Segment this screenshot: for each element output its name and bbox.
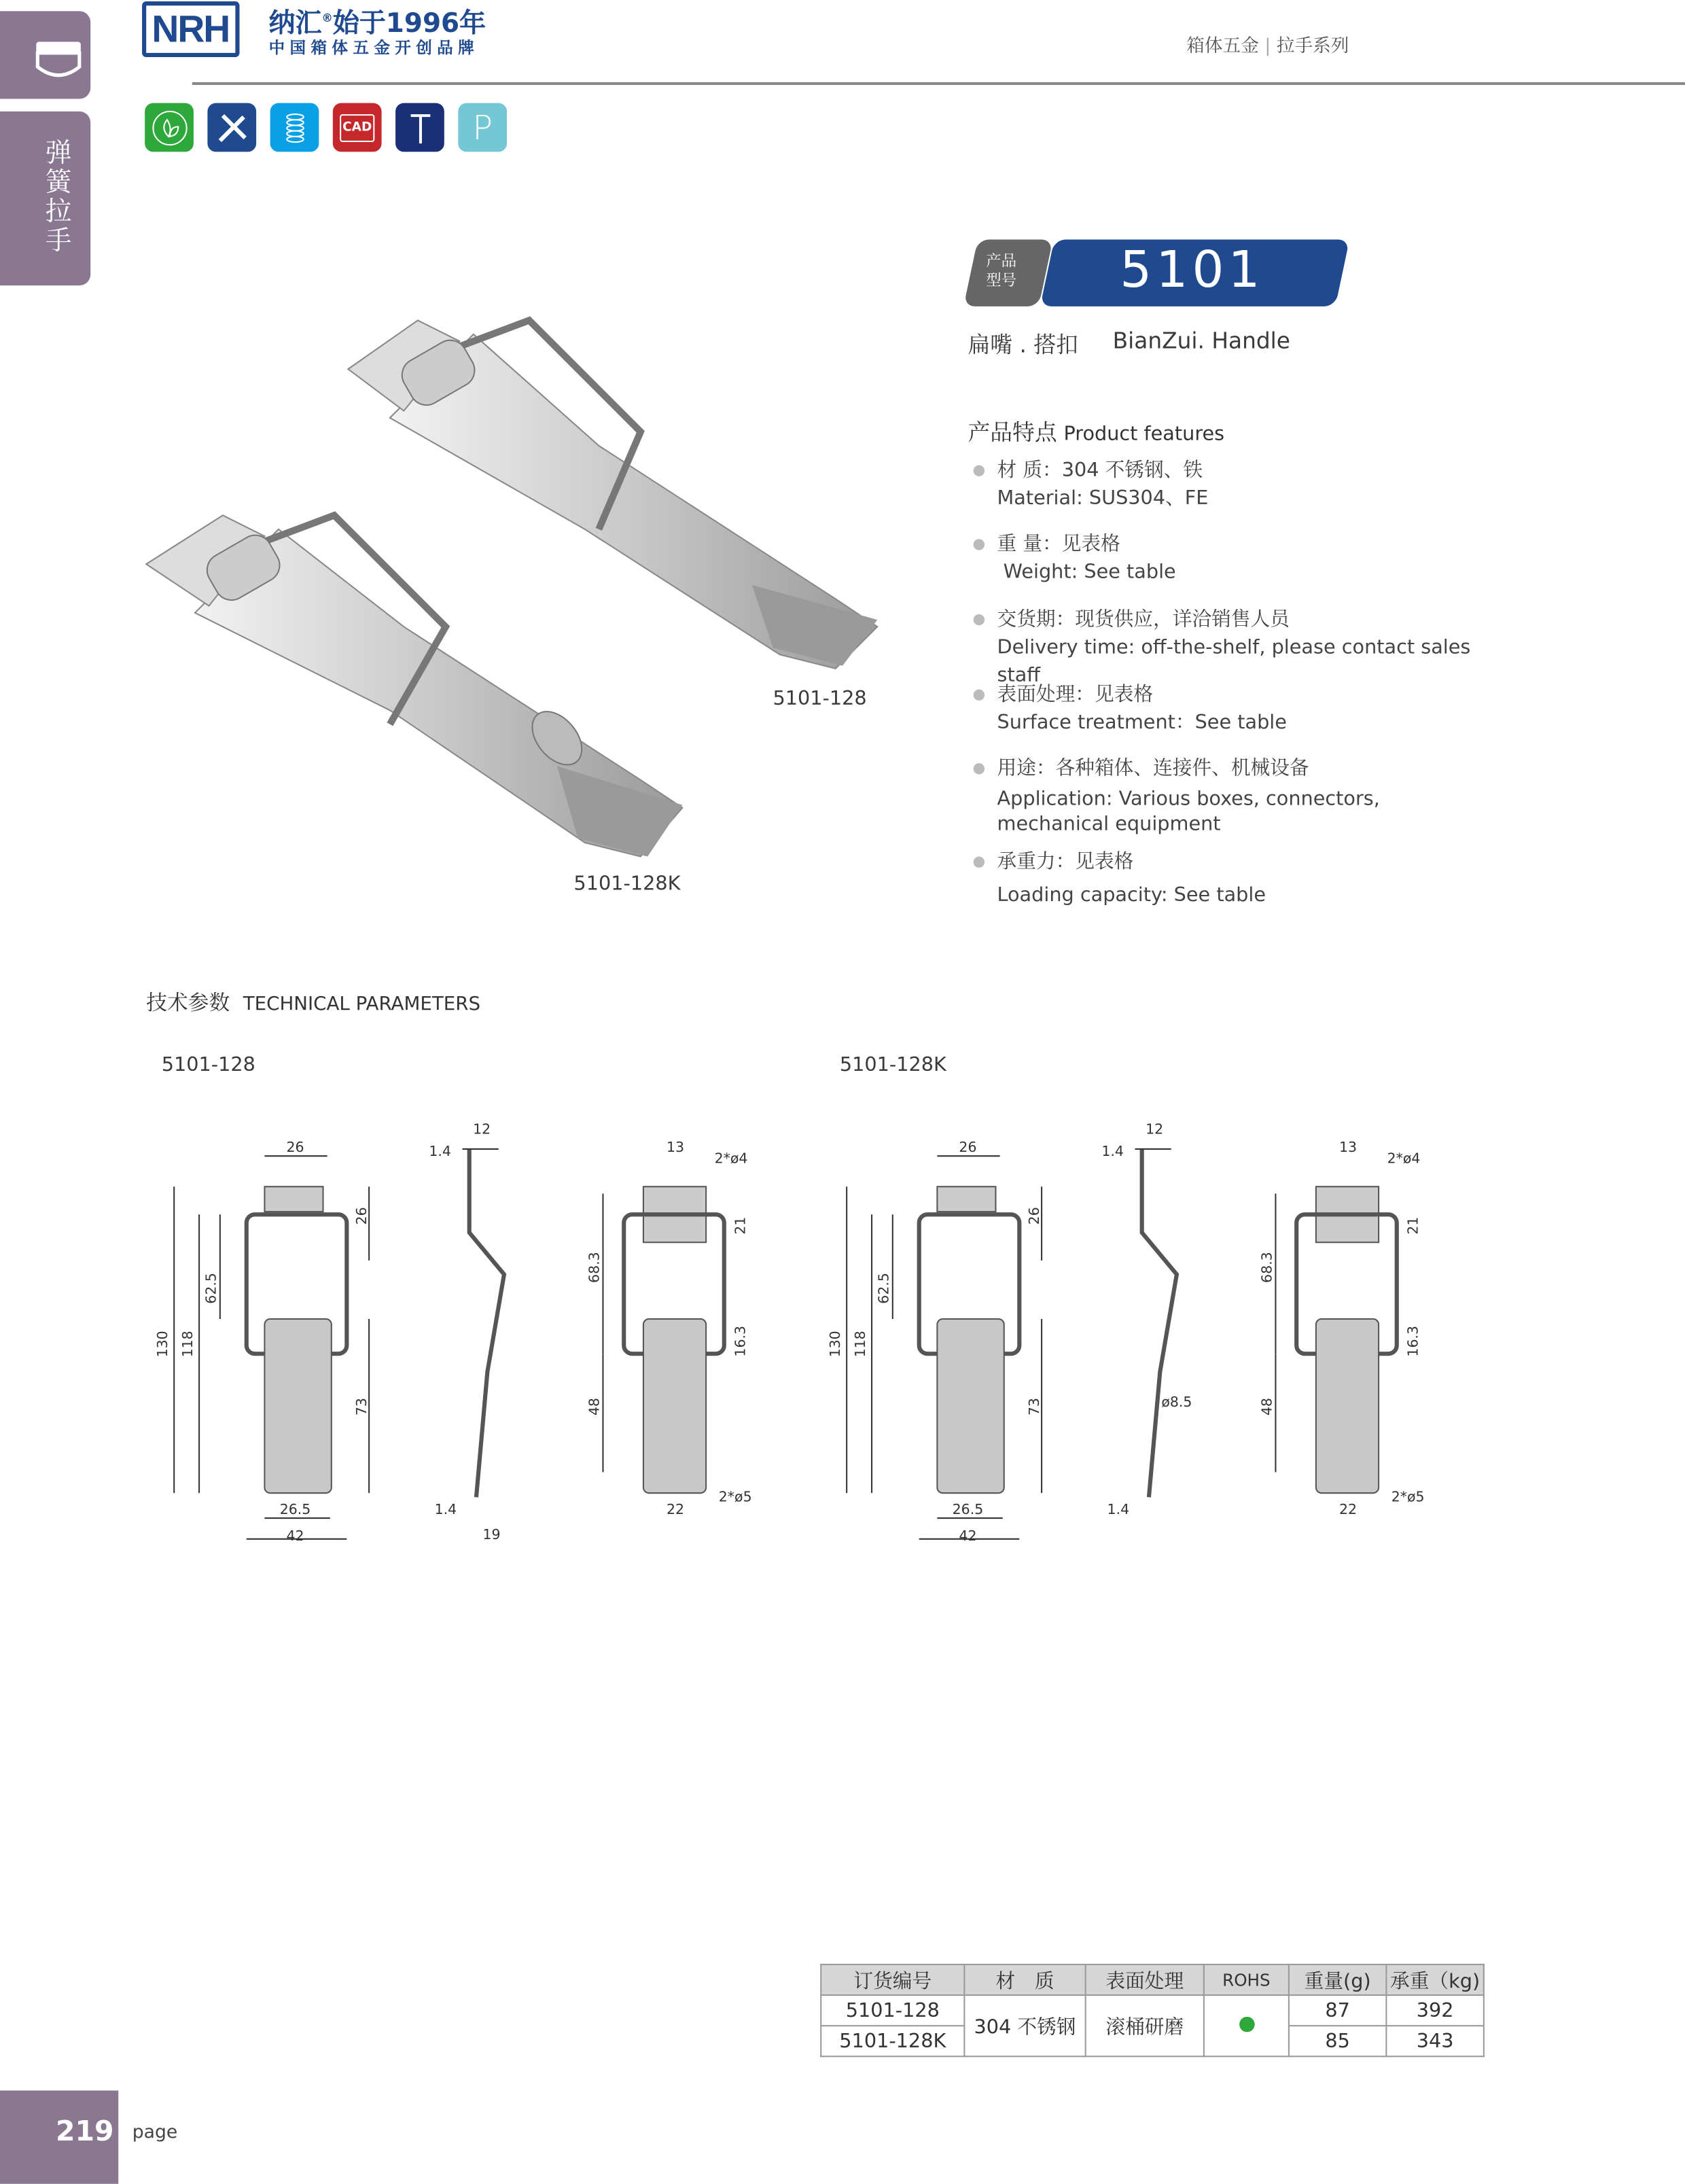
table-row: 5101-128 304 不锈钢 滚桶研磨 87 392 <box>821 1995 1484 2026</box>
latch-5101-128k <box>146 515 682 856</box>
product-name-cn: 扁嘴 . 搭扣 <box>968 331 1078 358</box>
lever <box>1316 1319 1379 1493</box>
dimension-label: 118 <box>851 1331 868 1358</box>
photo-label-5101-128k: 5101-128K <box>573 873 681 896</box>
dimension-label: 48 <box>586 1398 603 1416</box>
dimension-label: 13 <box>1338 1139 1358 1156</box>
header-divider <box>192 82 1685 84</box>
feature-item: 交货期：现货供应，详洽销售人员 Delivery time: off-the-shelf, please contact sales staff <box>974 606 1489 682</box>
side-profile <box>1142 1149 1177 1497</box>
tech-title: 技术参数 TECHNICAL PARAMETERS <box>146 990 481 1016</box>
dimension-label: 21 <box>732 1216 749 1235</box>
dimension-label: 2*ø5 <box>718 1488 752 1505</box>
dimension-label: 62.5 <box>875 1273 892 1304</box>
features-list <box>974 457 1489 909</box>
lever <box>643 1319 706 1493</box>
dimension-label: 1.4 <box>1101 1143 1124 1160</box>
features-title: 产品特点 Product features <box>968 419 1225 446</box>
dimension-label: 22 <box>667 1500 685 1517</box>
page-label: page <box>132 2122 178 2144</box>
feature-item: 材 质：304 不锈钢、铁 Material: SUS304、FE <box>974 457 1489 531</box>
dimension-label: ø8.5 <box>1161 1394 1192 1411</box>
dimension-label: 2*ø4 <box>1387 1150 1421 1167</box>
dimension-label: 13 <box>667 1139 685 1156</box>
dimension-label: 12 <box>473 1121 491 1138</box>
dimension-label: 68.3 <box>1258 1252 1275 1283</box>
nrh-logo: NRH <box>142 1 238 57</box>
feature-item: 重 量：见表格 Weight: See table <box>974 531 1489 606</box>
dimension-label: 26 <box>959 1139 977 1156</box>
drawing-label-b: 5101-128K <box>839 1054 946 1077</box>
rohs-compliant-dot <box>1239 2016 1254 2032</box>
dimension-label: 73 <box>353 1398 370 1416</box>
eco-leaf-icon <box>145 103 194 152</box>
spring-icon <box>270 103 319 152</box>
product-photo <box>139 306 891 877</box>
design-tools-icon <box>207 103 256 152</box>
feature-icon-row <box>145 103 507 152</box>
brand-tagline: 中国箱体五金开创品牌 <box>268 37 480 58</box>
breadcrumb-item[interactable]: 拉手系列 <box>1276 36 1349 58</box>
dimension-label: 1.4 <box>429 1143 451 1160</box>
table-row: 5101-128K 85 343 <box>821 2026 1484 2056</box>
dimension-label: 1.4 <box>1107 1500 1130 1517</box>
dimension-label: 19 <box>482 1526 501 1543</box>
dimension-label: 130 <box>826 1331 843 1358</box>
spec-table <box>820 1964 1485 2057</box>
drawing-label-a: 5101-128 <box>161 1054 255 1077</box>
side-profile <box>469 1149 504 1497</box>
dimension-label: 12 <box>1146 1121 1164 1138</box>
mount-plate <box>937 1186 995 1212</box>
dimension-label: 16.3 <box>1404 1325 1421 1357</box>
breadcrumb-item[interactable]: 箱体五金 <box>1186 36 1259 58</box>
dimension-label: 73 <box>1026 1398 1043 1416</box>
category-icon-tab <box>0 11 90 99</box>
brand-slogan: 纳汇®始于1996年 <box>268 8 486 39</box>
latch-5101-128 <box>348 320 877 668</box>
dimension-label: 26 <box>353 1207 370 1225</box>
technical-drawings <box>139 1107 1476 1553</box>
dimension-label: 26 <box>286 1139 304 1156</box>
mount-plate <box>264 1186 323 1212</box>
latch-icon <box>33 39 84 80</box>
dimension-label: 2*ø5 <box>1391 1488 1425 1505</box>
feature-item: 用途：各种箱体、连接件、机械设备 Application: Various boxes, connectors, mechanical equipment <box>974 756 1489 848</box>
dimension-label: 26.5 <box>279 1500 311 1517</box>
dimension-label: 1.4 <box>434 1500 457 1517</box>
dimension-label: 26 <box>1026 1207 1043 1225</box>
parking-p-icon: P <box>458 103 507 152</box>
dimension-label: 21 <box>1404 1216 1421 1235</box>
lever <box>264 1319 331 1493</box>
dimension-label: 16.3 <box>732 1325 749 1357</box>
dimension-label: 62.5 <box>202 1273 219 1304</box>
dimension-label: 2*ø4 <box>714 1150 748 1167</box>
dimension-label: 42 <box>286 1527 304 1544</box>
feature-item: 承重力：见表格 Loading capacity: See table <box>974 848 1489 909</box>
page-number: 219 <box>55 2114 114 2148</box>
cad-file-icon: CAD <box>333 103 382 152</box>
product-name-en: BianZui. Handle <box>1112 327 1290 354</box>
dimension-label: 48 <box>1258 1398 1275 1416</box>
dimension-label: 68.3 <box>586 1252 603 1283</box>
dimension-label: 22 <box>1338 1500 1358 1517</box>
photo-label-5101-128: 5101-128 <box>773 688 867 711</box>
lever <box>937 1319 1004 1493</box>
feature-item: 表面处理：见表格 Surface treatment：See table <box>974 681 1489 756</box>
category-label: 弹簧拉手 <box>45 137 72 257</box>
dimension-label: 118 <box>179 1331 196 1358</box>
dimension-label: 42 <box>959 1527 977 1544</box>
screw-icon <box>395 103 444 152</box>
model-number: 5101 <box>1120 242 1264 300</box>
table-header-row: 订货编号 材 质 表面处理 ROHS 重量(g) 承重（kg) <box>821 1965 1484 1995</box>
category-tab[interactable] <box>0 111 90 285</box>
dimension-label: 130 <box>154 1331 171 1358</box>
breadcrumb: 箱体五金 | 拉手系列 <box>1186 36 1349 58</box>
dimension-label: 26.5 <box>952 1500 984 1517</box>
